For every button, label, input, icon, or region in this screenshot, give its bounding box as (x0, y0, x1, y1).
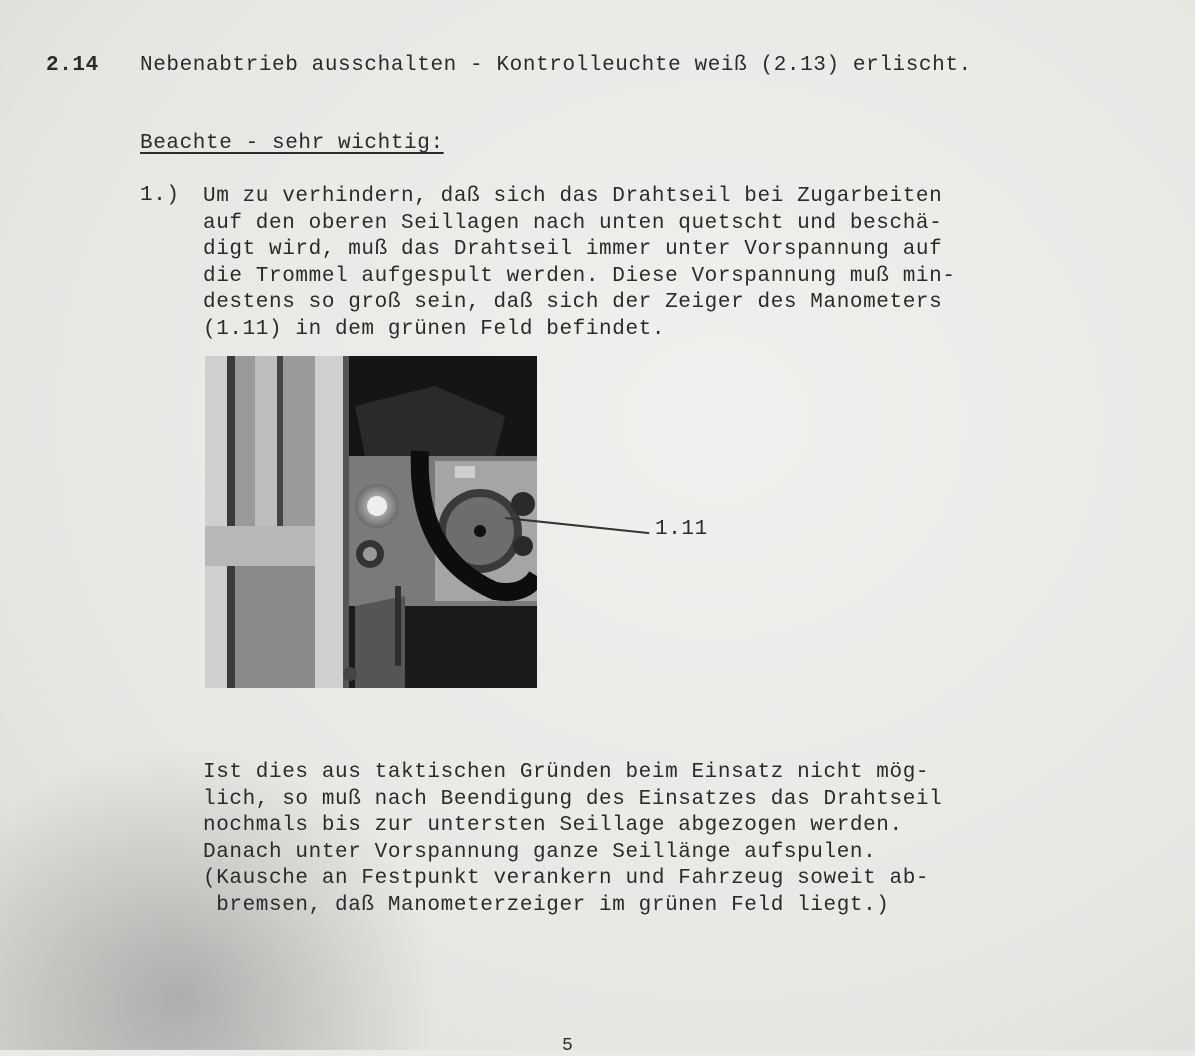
paragraph-line: bremsen, daß Manometerzeiger im grünen Feld liegt.) (203, 893, 890, 917)
callout-label: 1.11 (655, 518, 708, 541)
page-number: 5 (562, 1036, 573, 1056)
paragraph-line: digt wird, muß das Drahtseil immer unter Vorspannung auf (203, 238, 943, 261)
paragraph-line: (Kausche an Festpunkt verankern und Fahrzeug soweit ab- (203, 867, 930, 890)
paragraph-line: die Trommel aufgespult werden. Diese Vorspannung muß min- (203, 264, 956, 288)
paragraph-line: Um zu verhindern, daß sich das Drahtseil bei Zugarbeiten (203, 185, 943, 208)
dashboard-photo (205, 356, 537, 688)
important-heading: Beachte - sehr wichtig: (140, 132, 444, 155)
paragraph-line: auf den oberen Seillagen nach unten quetscht und beschä- (203, 211, 943, 235)
paragraph-line: (1.11) in dem grünen Feld befindet. (203, 317, 666, 341)
dashboard-photo-illustration (205, 356, 537, 688)
item-paragraph (203, 184, 956, 343)
section-number: 2.14 (46, 54, 99, 77)
section-title: Nebenabtrieb ausschalten - Kontrolleuchte weiß (2.13) erlischt. (140, 54, 972, 77)
followup-paragraph (203, 760, 942, 919)
paragraph-line: Danach unter Vorspannung ganze Seillänge aufspulen. (203, 840, 877, 864)
paragraph-line: lich, so muß nach Beendigung des Einsatzes das Drahtseil (203, 787, 943, 811)
paragraph-line: Ist dies aus taktischen Gründen beim Einsatz nicht mög- (203, 761, 930, 784)
paragraph-line: destens so groß sein, daß sich der Zeiger des Manometers (203, 291, 943, 314)
paragraph-line: nochmals bis zur untersten Seillage abgezogen werden. (203, 814, 903, 837)
item-number: 1.) (140, 184, 180, 207)
